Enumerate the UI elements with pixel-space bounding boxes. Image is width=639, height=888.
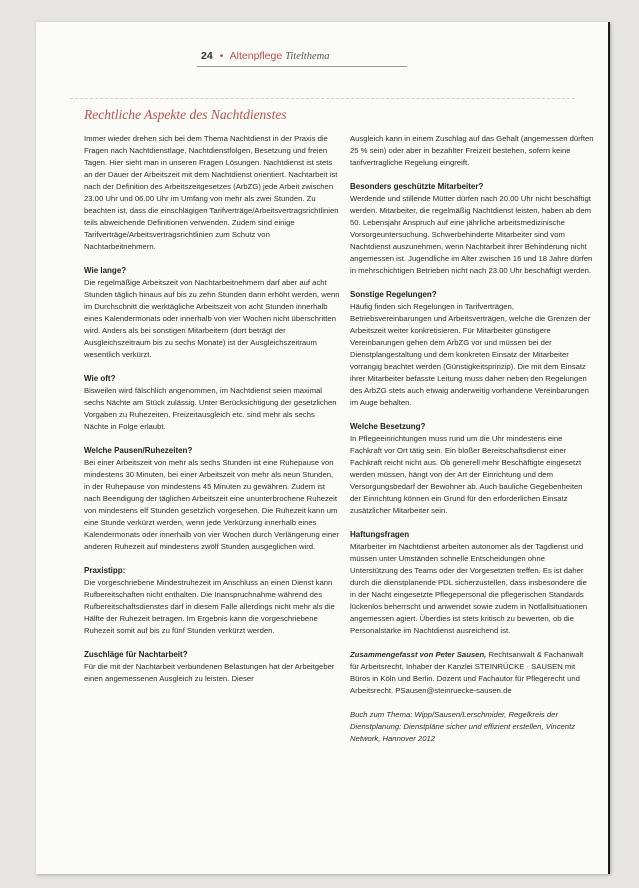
question-heading: Sonstige Regelungen? (350, 290, 437, 299)
question-heading: Zuschläge für Nachtarbeit? (84, 650, 188, 659)
tip-paragraph: Die vorgeschriebene Mindestruhezeit im Anschluss an einen Dienst kann Rufbereitschaften nicht enthalten. Die Inanspruchnahme während des Rufbereitschaftsdienstes darf in diesem Falle allerdings nicht mehr als die Hälfte der Ruhezeit betragen. Im Ergebnis kann die vorgeschriebene Ruhezeit somit auf bis zu fünf Stunden verkürzt werden. (84, 578, 335, 635)
dashed-divider (70, 98, 575, 99)
section-rubric: Altenpflege (229, 50, 283, 62)
left-column (84, 133, 340, 697)
answer-paragraph: Werdende und stillende Mütter dürfen nach 20.00 Uhr nicht beschäftigt werden. Mitarbeiter, die regelmäßig Nachtdienst leisten, haben ab dem 50. Lebensjahr Anspruch auf eine jährliche arbeitsmedizinische Vorsorgeuntersuchung. Schwerbehinderte Mitarbeiter sind vom Nachtdienst auszunehmen, wenn Nachtarbeit ihrer Behinderung nicht angemessen ist. Jugendliche im Alter zwischen 16 und 18 Jahre dürfen in mehrschichtigen Betrieben nicht nach 23.00 Uhr beschäftigt werden. (350, 194, 593, 275)
question-heading: Welche Besetzung? (350, 422, 426, 431)
book-reference: Buch zum Thema: Wipp/Sausen/Lerschmider, Regelkreis der Dienstplanung: Dienstpläne sicher und effizient erstellen, Vincentz Network, Hannover 2012 (350, 710, 576, 743)
question-heading: Besonders geschützte Mitarbeiter? (350, 182, 484, 191)
author-bio: Rechtsanwalt & Fachanwalt für Arbeitsrecht, Inhaber der Kanzlei STEINRÜCKE · SAUSEN mit Büros in Köln und Berlin. Dozent und Fachautor für Pflegerecht und Arbeitsrecht. PSausen@steinruecke-sausen.de (350, 650, 584, 695)
answer-paragraph: Häufig finden sich Regelungen in Tarifverträgen, Betriebsvereinbarungen und Arbeitsverträgen, welche die Grenzen der Arbeitszeit weiter konkretisieren. Für Mitarbeiter günstigere Vereinbarungen gehen dem ArbZG vor und müssen bei der Dienstplangestaltung und dem konkreten Einsatz der Mitarbeiter vorrangig beachtet werden (Günstigkeitsprinzip). Die mit dem Einsatz ihrer Mitarbeiter befasste Leitung muss daher neben den Regelungen des ArbZG stets auch etwaig anderweitig vorhandene Vereinbarungen im Auge behalten. (350, 302, 591, 407)
continued-paragraph: Ausgleich kann in einem Zuschlag auf das Gehalt (angemessen dürften 25 % sein) oder aber in bezahlter Freizeit bestehen, sofern keine tarifvertragliche Regelung eingreift. (350, 134, 594, 167)
answer-paragraph: Bisweilen wird fälschlich angenommen, im Nachtdienst seien maximal sechs Nächte am Stück zulässig. Unter Berücksichtigung der gesetzlichen Vorgaben zu Ruhezeiten, Freizeitausgleich etc. sind mehr als sechs Nächte in Folge erlaubt. (84, 386, 337, 431)
page-number: 24 (201, 50, 213, 62)
page-edge (608, 22, 610, 874)
header-rule (197, 66, 407, 67)
question-heading: Haftungsfragen (350, 530, 410, 539)
magazine-page (36, 22, 610, 874)
answer-paragraph: Bei einer Arbeitszeit von mehr als sechs Stunden ist eine Ruhepause von mindestens 30 Minuten, bei einer Arbeitszeit von mehr als neun Stunden, in der Ruhepause von mindestens 45 Minuten zu gewähren. Zudem ist nach Beendigung der täglichen Arbeitszeit eine ununterbrochene Ruhezeit von mindestens elf Stunden gesetzlich vorgesehen. Die Ruhezeit kann um eine Stunde verkürzt werden, wenn jede Verkürzung innerhalb eines Kalendermonats oder innerhalb von vier Wochen durch Verlängerung einer anderen Ruhezeit auf mindestens zwölf Stunden ausgeglichen wird. (84, 458, 339, 551)
intro-paragraph: Immer wieder drehen sich bei dem Thema Nachtdienst in der Praxis die Fragen nach Nachtdienstlage, Nachtdienstfolgen, Besetzung und freien Tagen. Hier sieht man in unseren Fragen Lösungen. Nachtdienst ist stets an der Dauer der Arbeitszeit mit dem Nachtdienst orientiert. Nachtarbeit ist nach der Definition des Arbeitszeitgesetzes (ArbZG) jede Arbeit zwischen 23.00 Uhr und 06.00 Uhr im Umfang von mehr als zwei Stunden. Zu beachten ist, dass die einschlägigen Tarifverträge/Arbeitsvertragsrichtlinien teils abweichende Definitionen verwenden. Zudem sind einige Tarifverträge/Arbeitsvertragsrichtlinien zum Schutz von Nachtarbeitnehmern. (84, 134, 339, 251)
answer-paragraph: Mitarbeiter im Nachtdienst arbeiten autonomer als der Tagdienst und müssen unter Umständen schnelle Entscheidungen ohne Unterstützung des Teams oder der Vorgesetzten treffen. Es ist daher durch die dienstplanende PDL sicherzustellen, dass insbesondere die in der Nacht eingesetzte Pflegepersonal die pflegerischen Standards lückenlos beherrscht und anwendet sowie zudem in Notfallsituationen angemessen agiert. Überdies ist stets kritisch zu bewerten, ob die Personalstärke im Nachtdienst ausreichend ist. (350, 542, 588, 635)
answer-paragraph: Für die mit der Nachtarbeit verbundenen Belastungen hat der Arbeitgeber einen angemessenen Ausgleich zu leisten. Dieser (84, 662, 335, 683)
tip-heading: Praxistipp: (84, 566, 126, 575)
header-separator: • (219, 50, 224, 62)
article-title: Rechtliche Aspekte des Nachtdienstes (84, 107, 287, 122)
question-heading: Wie oft? (84, 374, 116, 383)
author-name: Zusammengefasst von Peter Sausen, (350, 650, 487, 659)
page-header (201, 50, 329, 62)
question-heading: Welche Pausen/Ruhezeiten? (84, 446, 193, 455)
author-credit (350, 649, 594, 697)
question-heading: Wie lange? (84, 266, 127, 275)
answer-paragraph: Die regelmäßige Arbeitszeit von Nachtarbeitnehmern darf aber auf acht Stunden täglich hinaus auf bis zu zehn Stunden dann erhöht werden, wenn im Durchschnitt die werktägliche Arbeitszeit von acht Stunden innerhalb eines Kalendermonats oder innerhalb von vier Wochen nicht überschritten wird. Anders als bei sonstigen Mitarbeitern (dort beträgt der Ausgleichszeitraum bis zu sechs Monate) ist der Ausgleichszeitraum wesentlich verkürzt. (84, 278, 340, 359)
answer-paragraph: In Pflegeeinrichtungen muss rund um die Uhr mindestens eine Fachkraft vor Ort tätig sein. Ein bloßer Bereitschaftsdienst einer Fachkraft reicht nicht aus. Ob generell mehr Beschäftigte eingesetzt werden müssen, hängt von der Art der Einrichtung und dem Versorgungsbedarf der Bewohner ab. Auch bauliche Gegebenheiten der Einrichtung können ein Grund für den erforderlichen Einsatz zusätzlicher Mitarbeiter sein. (350, 434, 583, 515)
section-subtitle: Titelthema (285, 51, 330, 62)
right-column (350, 133, 594, 757)
